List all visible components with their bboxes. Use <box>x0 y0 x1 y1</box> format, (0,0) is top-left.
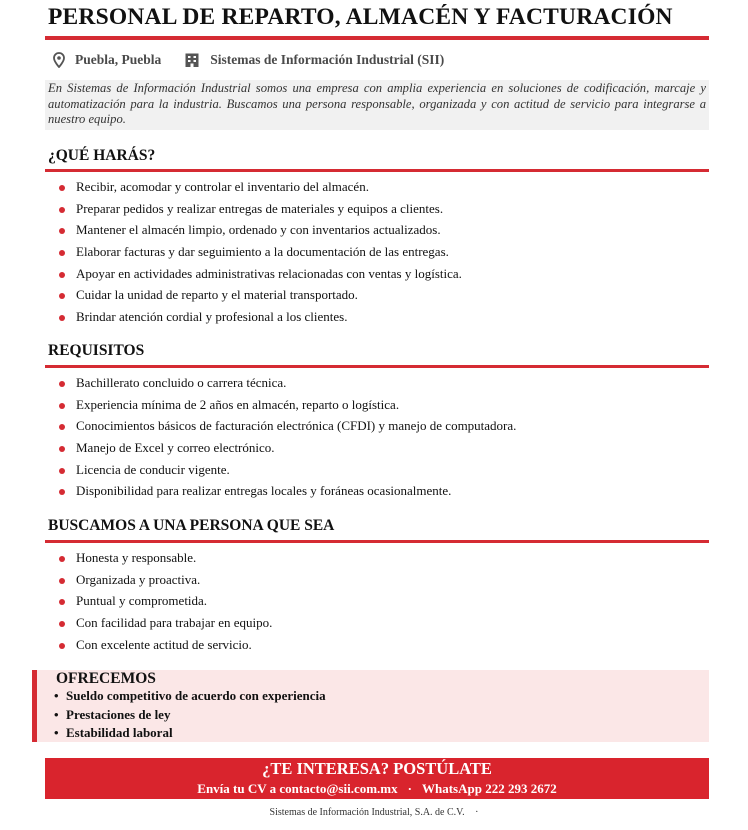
section-title-perfil: BUSCAMOS A UNA PERSONA QUE SEA <box>48 517 335 534</box>
email-link[interactable]: Envía tu CV a contacto@sii.com.mx <box>197 781 398 796</box>
list-item: Con facilidad para trabajar en equipo. <box>56 613 272 635</box>
list-item: Preparar pedidos y realizar entregas de materiales y equipos a clientes. <box>56 199 462 221</box>
bullet-icon: • <box>54 688 59 703</box>
bullet-icon <box>59 207 65 213</box>
list-item: Honesta y responsable. <box>56 548 272 570</box>
bullet-icon <box>59 468 65 474</box>
intro-text: En Sistemas de Información Industrial somos una empresa con amplia experiencia en soluciones de codificación, marcaje y automatización para la industria. Buscamos una persona responsable, organizada y con actitud de servicio para integrarse a nuestro equipo. <box>48 81 706 127</box>
list-item: Experiencia mínima de 2 años en almacén, reparto o logística. <box>56 395 516 417</box>
list-item: Manejo de Excel y correo electrónico. <box>56 438 516 460</box>
title-divider <box>45 36 709 40</box>
footer-text: Sistemas de Información Industrial, S.A. de C.V. <box>269 807 465 818</box>
list-item: • Prestaciones de ley <box>54 706 171 722</box>
list-item: Con excelente actitud de servicio. <box>56 635 272 657</box>
list-item: Apoyar en actividades administrativas relacionadas con ventas y logística. <box>56 264 462 286</box>
bullet-icon <box>59 424 65 430</box>
offer-title: OFRECEMOS <box>56 670 156 687</box>
location <box>52 52 161 68</box>
company <box>184 52 444 68</box>
bullet-icon <box>59 228 65 234</box>
list-item: Elaborar facturas y dar seguimiento a la documentación de las entregas. <box>56 242 462 264</box>
building-icon <box>184 52 200 68</box>
bullet-icon <box>59 272 65 278</box>
section-divider <box>45 169 709 172</box>
section-title-que-haras: ¿QUÉ HARÁS? <box>48 147 156 164</box>
whatsapp-link[interactable]: WhatsApp 222 293 2672 <box>421 781 557 796</box>
bullet-icon <box>59 489 65 495</box>
company-text: Sistemas de Información Industrial (SII) <box>210 52 445 67</box>
apply-banner <box>45 758 709 799</box>
bullet-icon <box>59 293 65 299</box>
separator: · <box>407 781 412 796</box>
task-list <box>56 177 462 329</box>
bullet-icon <box>59 599 65 605</box>
list-item: Puntual y comprometida. <box>56 591 272 613</box>
bullet-icon <box>59 403 65 409</box>
cta-contact <box>45 781 709 797</box>
bullet-icon <box>59 556 65 562</box>
bullet-icon <box>59 446 65 452</box>
bullet-icon <box>59 381 65 387</box>
list-item: Recibir, acomodar y controlar el inventario del almacén. <box>56 177 462 199</box>
offer-accent-bar <box>32 670 37 742</box>
page-title: PERSONAL DE REPARTO, ALMACÉN Y FACTURACIÓN <box>48 4 673 30</box>
list-item: Organizada y proactiva. <box>56 570 272 592</box>
cta-title: ¿TE INTERESA? POSTÚLATE <box>262 759 492 778</box>
list-item: Conocimientos básicos de facturación electrónica (CFDI) y manejo de computadora. <box>56 416 516 438</box>
list-item: Licencia de conducir vigente. <box>56 460 516 482</box>
list-item: Cuidar la unidad de reparto y el material transportado. <box>56 285 462 307</box>
footer <box>0 807 748 818</box>
list-item: • Estabilidad laboral <box>54 725 173 740</box>
map-pin-icon <box>52 52 66 68</box>
footer-mark: · <box>475 807 479 818</box>
section-title-requisitos: REQUISITOS <box>48 342 145 359</box>
bullet-icon <box>59 315 65 321</box>
bullet-icon: • <box>54 725 59 740</box>
list-item: Disponibilidad para realizar entregas locales y foráneas ocasionalmente. <box>56 481 516 503</box>
offer-list <box>54 687 326 743</box>
intro-box <box>45 80 709 130</box>
location-text: Puebla, Puebla <box>75 52 162 67</box>
list-item: Bachillerato concluido o carrera técnica. <box>56 373 516 395</box>
bullet-icon <box>59 643 65 649</box>
bullet-icon <box>59 621 65 627</box>
section-divider <box>45 365 709 368</box>
bullet-icon <box>59 250 65 256</box>
job-meta <box>52 50 444 70</box>
bullet-icon <box>59 185 65 191</box>
offer-box <box>32 670 709 742</box>
bullet-icon <box>59 578 65 584</box>
bullet-icon: • <box>54 706 59 722</box>
list-item: • Sueldo competitivo de acuerdo con experiencia <box>54 688 326 703</box>
list-item: Mantener el almacén limpio, ordenado y con inventarios actualizados. <box>56 220 462 242</box>
profile-list <box>56 548 272 656</box>
section-divider <box>45 540 709 543</box>
list-item: Brindar atención cordial y profesional a los clientes. <box>56 307 462 329</box>
requirements-list <box>56 373 516 503</box>
